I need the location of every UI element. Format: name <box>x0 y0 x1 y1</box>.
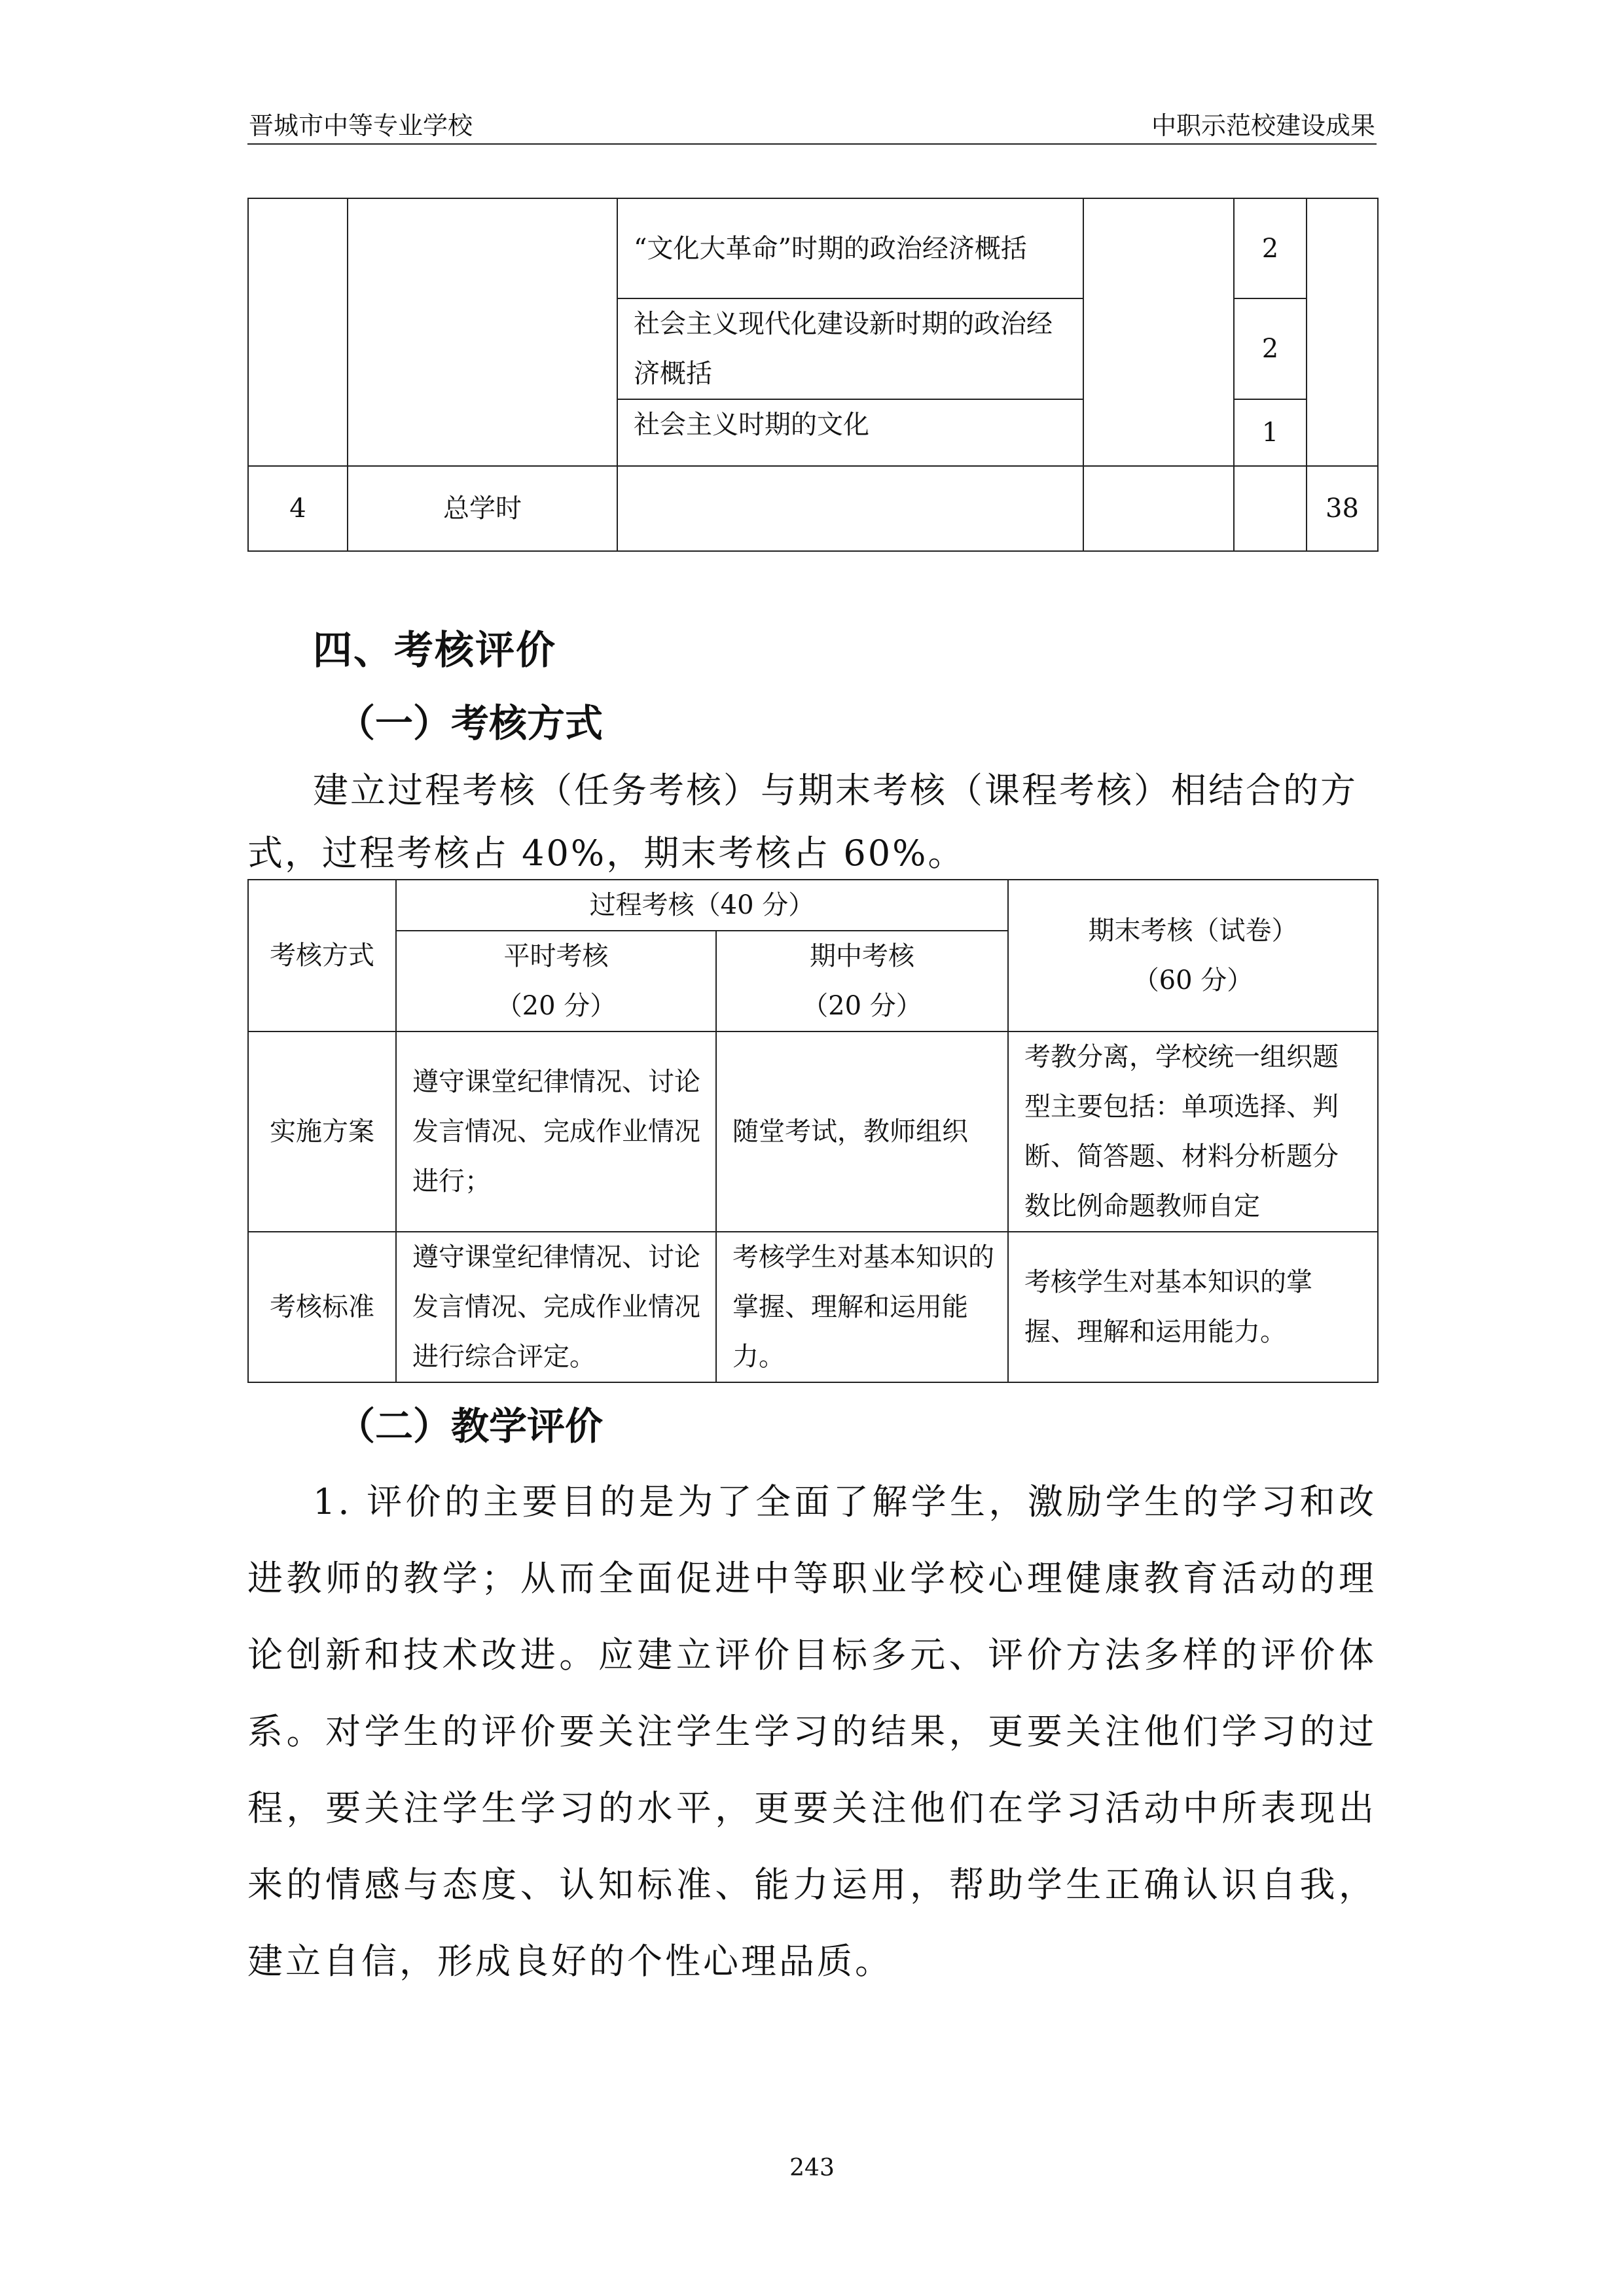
cell-empty <box>1083 198 1234 466</box>
cell-empty <box>1307 198 1378 466</box>
daily-label: 平时考核 <box>503 941 609 971</box>
table1-row-content: 社会主义现代化建设新时期的政治经济概括 <box>617 298 1083 399</box>
cell-empty <box>348 198 617 466</box>
table1-row-hours: 2 <box>1234 298 1307 399</box>
standard-daily: 遵守课堂纪律情况、讨论发言情况、完成作业情况进行综合评定。 <box>396 1232 716 1382</box>
course-hours-table <box>247 198 1379 552</box>
subsection-heading: （一）考核方式 <box>337 701 604 745</box>
cell-empty <box>1234 466 1307 551</box>
header-daily <box>396 931 716 1031</box>
cell-empty <box>248 198 348 466</box>
table1-row-hours: 2 <box>1234 198 1307 298</box>
total-no: 4 <box>248 466 348 551</box>
plan-daily: 遵守课堂纪律情况、讨论发言情况、完成作业情况进行； <box>396 1031 716 1232</box>
final-label: 期末考核（试卷） <box>1088 916 1298 946</box>
row-label-plan: 实施方案 <box>248 1031 396 1232</box>
header-divider <box>247 143 1377 145</box>
page-number: 243 <box>789 2155 835 2181</box>
plan-midterm: 随堂考试，教师组织 <box>716 1031 1008 1232</box>
cell-empty <box>617 466 1083 551</box>
subsection-heading: （二）教学评价 <box>337 1404 604 1448</box>
header-process: 过程考核（40 分） <box>396 880 1008 931</box>
table1-row-content: 社会主义时期的文化 <box>617 399 1083 466</box>
daily-score: （20 分） <box>496 991 617 1021</box>
standard-final: 考核学生对基本知识的掌握、理解和运用能力。 <box>1008 1232 1378 1382</box>
total-value: 38 <box>1307 466 1378 551</box>
standard-midterm: 考核学生对基本知识的掌握、理解和运用能力。 <box>716 1232 1008 1382</box>
header-midterm <box>716 931 1008 1031</box>
header-final <box>1008 880 1378 1031</box>
midterm-score: （20 分） <box>802 991 922 1021</box>
cell-empty <box>1083 466 1234 551</box>
header-method: 考核方式 <box>248 880 396 1031</box>
table1-row-hours: 1 <box>1234 399 1307 466</box>
row-label-standard: 考核标准 <box>248 1232 396 1382</box>
section-heading: 四、考核评价 <box>313 628 556 673</box>
assessment-table <box>247 879 1379 1383</box>
total-label: 总学时 <box>348 466 617 551</box>
table1-row-content: “文化大革命”时期的政治经济概括 <box>617 198 1083 298</box>
plan-final: 考教分离，学校统一组织题型主要包括：单项选择、判断、简答题、材料分析题分数比例命题教师自定 <box>1008 1031 1378 1232</box>
midterm-label: 期中考核 <box>810 941 914 971</box>
header-title: 中职示范校建设成果 <box>1151 111 1375 140</box>
teaching-evaluation-paragraph: 1. 评价的主要目的是为了全面了解学生，激励学生的学习和改进教师的教学；从而全面促进中等职业学校心理健康教育活动的理论创新和技术改进。应建立评价目标多元、评价方法多样的评价体系。对学生的评价要关注学生学习的结果，更要关注他们学习的过程，要关注学生学习的水平，更要关注他们在学习活动中所表现出来的情感与态度、认知标准、能力运用，帮助学生正确认识自我，建立自信，形成良好的个性心理品质。 <box>247 1481 1377 1982</box>
final-score: （60 分） <box>1132 965 1254 996</box>
header-school: 晋城市中等专业学校 <box>249 111 473 140</box>
assessment-method-paragraph: 建立过程考核（任务考核）与期末考核（课程考核）相结合的方式，过程考核占 40%，期末考核占 60%。 <box>247 770 1358 874</box>
